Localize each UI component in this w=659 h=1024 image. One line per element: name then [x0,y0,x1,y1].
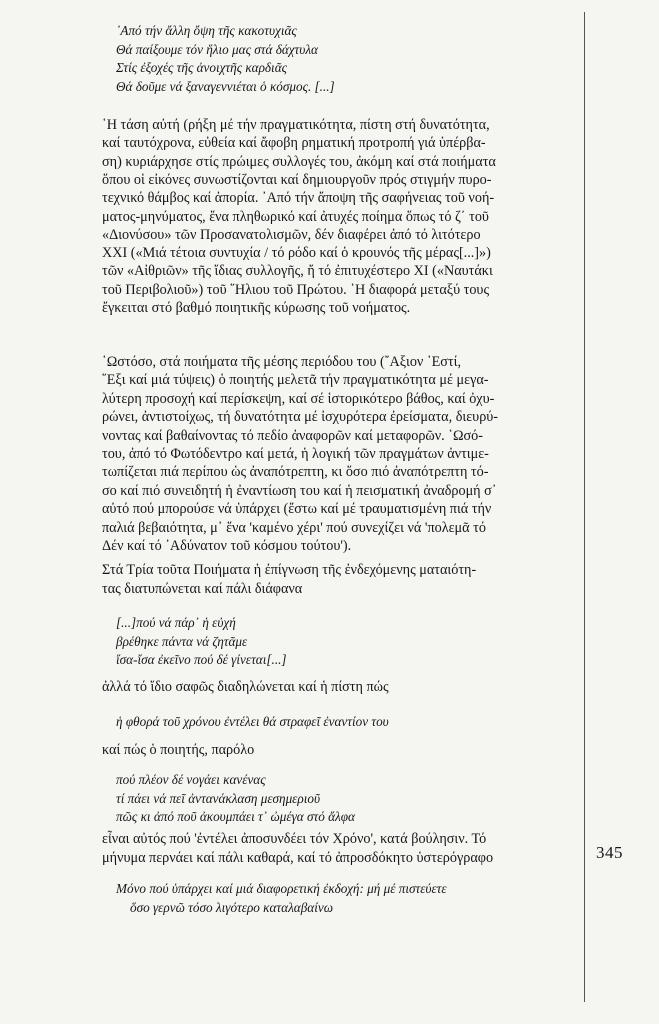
paragraph-line: τῶν «Αἰθριῶν» τῆς ἴδιας συλλογῆς, ἤ τό ἐπιτυχέστερο XI («Ναυτάκι [102,263,493,280]
verse-line: [...]πού νά πάρ᾿ ἡ εὐχή [116,615,236,630]
verse-line: Στίς ἐξοχές τῆς ἀνοιχτῆς καρδιᾶς [116,60,287,75]
paragraph-line: καί ταυτόχρονα, εὐθεία καί ἄφοβη ρηματική προτροπή γιά ὑπέρβα- [102,135,486,152]
verse-line: βρέθηκε πάντα νά ζητᾶμε [116,633,248,649]
page-number: 345 [596,843,623,862]
paragraph-line: ση) κυριάρχησε στίς πρώιμες συλλογές του, ἀκόμη καί στά ποιήματα [102,153,496,170]
verse-line: τί πάει νά πεῖ ἀντανάκλαση μεσημεριοῦ [116,790,321,806]
paragraph-line: τεχνικό θάμβος καί ἀπορία. ᾿Από τήν ἄποψη τῆς σαφήνειας τοῦ νοή- [102,190,495,207]
paragraph-line: ῾Ωστόσο, στά ποιήματα τῆς μέσης περιόδου του (῎Αξιον ᾿Εστί, [102,354,461,370]
paragraph-line: τοῦ Περιβολιοῦ») τοῦ ῞Ηλιου τοῦ Πρώτου. ῾Η διαφορά μεταξύ τους [102,281,490,298]
verse-line: πού πλέον δέ νογάει κανένας [116,772,266,787]
paragraph-line: σο καί πιό συνειδητή ἡ ἐναντίωση του καί ἡ πεισματική ἀναδρομή σ᾿ [102,482,497,499]
verse-line: ἡ φθορά τοῦ χρόνου ἐντέλει θά στραφεῖ ἐναντίον του [116,714,389,729]
paragraph-line: Δέν καί τό ᾿Αδύνατον τοῦ κόσμου τούτου'). [102,538,352,554]
paragraph-line: του, ἀπό τό Φωτόδεντρο καί μετά, ἡ λογική τῶν πραγμάτων ἀντιμε- [102,446,489,462]
verse-line: Θά παίξουμε τόν ἥλιο μας στά δάχτυλα [116,41,318,57]
connector-line: καί πώς ὁ ποιητής, παρόλο [102,742,255,758]
paragraph-line: λύτερη προσοχή καί περίσκεψη, καί σέ ἱστορικότερο βάθος, καί ὀχυ- [102,390,495,407]
paragraph-line: ὅπου οἱ εἰκόνες συνωστίζονται καί δημιουργοῦν πρός στιγμήν πυρο- [102,171,492,188]
paragraph-line: ματος-μηνύματος, ἕνα πληθωρικό καί ἀτυχές ποίημα ὅπως τό ζ΄ τοῦ [102,208,489,225]
verse-line: Θά δοῦμε νά ξαναγεννιέται ὁ κόσμος. [...] [116,78,335,94]
paragraph-line: τωπίζεται πιά περίπου ὡς ἀναπότρεπτη, κι ὅσο πιό ἀναπότρεπτη τό- [102,464,489,481]
paragraph-line: «Διονύσου» τῶν Προσανατολισμῶν, δέν διαφέρει ἀπό τό λιτότερο [102,226,481,243]
paragraph-line: Στά Τρία τοῦτα Ποιήματα ἡ ἐπίγνωση τῆς ἐνδεχόμενης ματαιότη- [102,562,477,578]
paragraph-line: νοντας καί βαθαίνοντας τό πεδίο ἀναφορῶν καί μεταφορῶν. ῾Ωσό- [102,427,483,444]
verse-line: ᾿Από τήν ἄλλη ὄψη τῆς κακοτυχιᾶς [116,23,297,38]
paragraph-line: παλιά βεβαιότητα, μ᾿ ἕνα 'καμένο χέρι' πού συνεχίζει νά 'πολεμᾶ τό [102,519,486,536]
paragraph-line: μήνυμα περνάει καί πάλι καθαρά, καί τό ἀπροσδόκητο ὑστερόγραφο [102,849,494,866]
verse-line: ἴσα-ἴσα ἐκεῖνο πού δέ γίνεται[...] [116,652,287,667]
connector-line: ἀλλά τό ἴδιο σαφῶς διαδηλώνεται καί ἡ πίστη πώς [102,679,389,695]
verse-line: Μόνο πού ὑπάρχει καί μιά διαφορετική ἐκδοχή: μή μέ πιστεύετε [116,881,447,896]
paragraph-line: ῞Εξι καί μιά τύψεις) ὁ ποιητής μελετᾶ τήν πραγματικότητα μέ μεγα- [102,372,489,389]
paragraph-line: τας διατυπώνεται καί πάλι διάφανα [102,580,303,597]
paragraph-line: αὐτό πού μπορούσε νά ὑπάρχει (ἔστω καί μέ τραυματισμένη πιά τήν [102,501,492,518]
paragraph-line: ῾Η τάση αὐτή (ρήξη μέ τήν πραγματικότητα, πίστη στή δυνατότητα, [102,117,490,133]
margin-rule [584,12,585,1002]
verse-line: ὅσο γερνῶ τόσο λιγότερο καταλαβαίνω [130,899,334,915]
paragraph-line: εἶναι αὐτός πού 'ἐντέλει ἀποσυνδέει τόν Χρόνο', κατά βούλησιν. Τό [102,831,487,847]
paragraph-line: ἔγκειται στό βαθμό ποιητικῆς κύρωσης τοῦ νοήματος. [102,300,411,316]
verse-line: πῶς κι ἀπό ποῦ ἀκουμπάει τ᾿ ὠμέγα στό ἄλφα [116,809,355,824]
paragraph-line: XXI («Μιά τέτοια συντυχία / τό ρόδο καί ὁ κρουνός τῆς μέρας[...]») [102,245,491,262]
paragraph-line: ρώνει, ἀντιστοίχως, τή δυνατότητα μέ ἰσχυρότερα ἐρείσματα, διευρύ- [102,409,499,426]
